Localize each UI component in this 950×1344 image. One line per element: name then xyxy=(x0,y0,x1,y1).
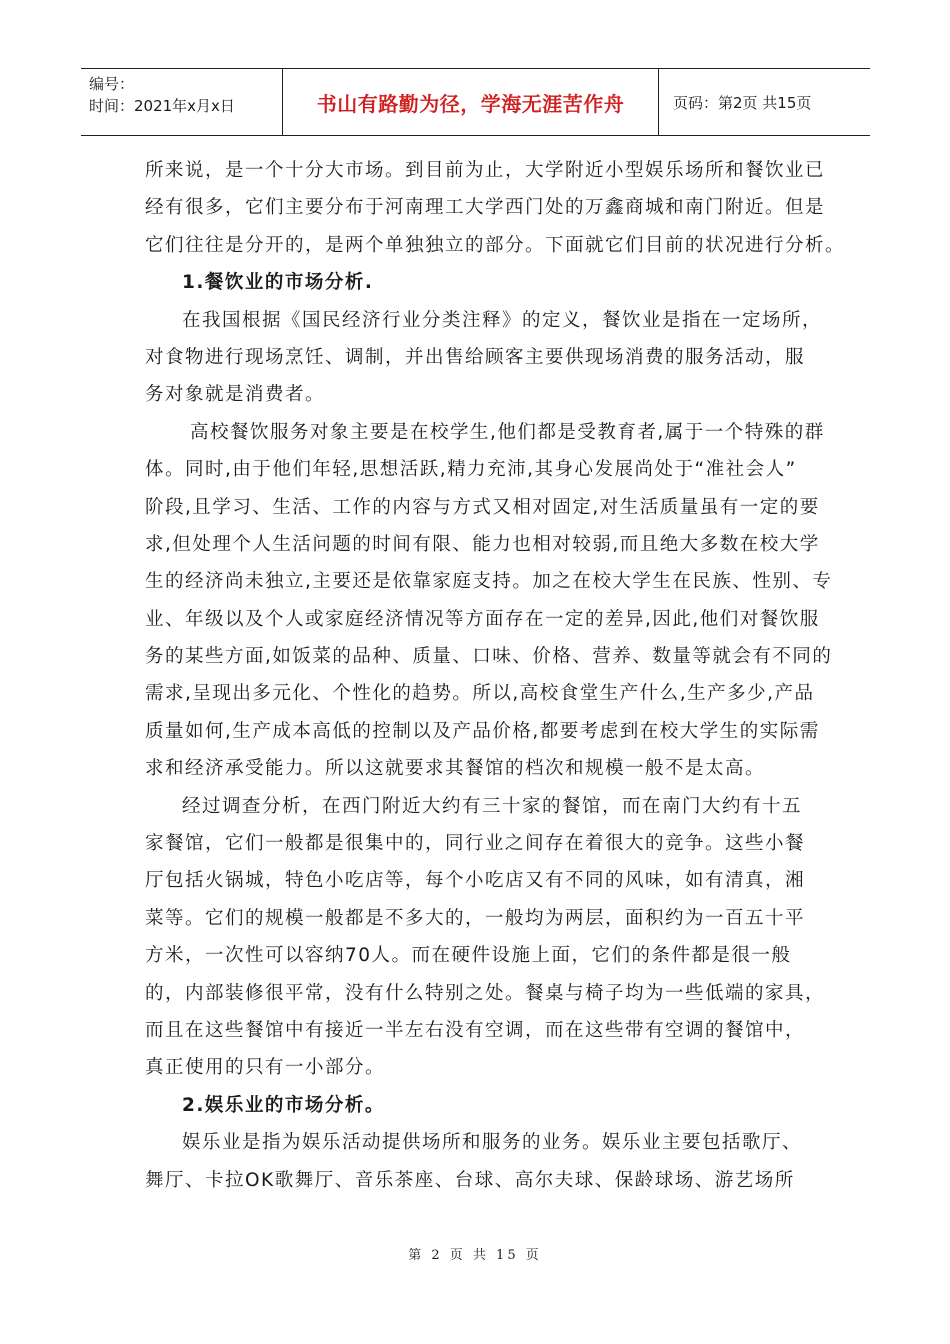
body-line: 需求,呈现出多元化、个性化的趋势。所以,高校食堂生产什么,生产多少,产品 xyxy=(145,683,815,705)
body-line: 厅包括火锅城，特色小吃店等，每个小吃店又有不同的风味，如有清真，湘 xyxy=(145,870,806,892)
body-line: 的，内部装修很平常，没有什么特别之处。餐桌与椅子均为一些低端的家具， xyxy=(145,982,826,1004)
document-body xyxy=(145,152,846,1199)
body-line: 而且在这些餐馆中有接近一半左右没有空调，而在这些带有空调的餐馆中， xyxy=(145,1019,806,1041)
header-motto: 书山有路勤为径，学海无涯苦作舟 xyxy=(283,69,659,135)
body-line: 它们往往是分开的，是两个单独独立的部分。下面就它们目前的状况进行分析。 xyxy=(145,234,846,256)
body-line: 质量如何,生产成本高低的控制以及产品价格,都要考虑到在校大学生的实际需 xyxy=(145,720,820,742)
body-line: 务的某些方面,如饭菜的品种、质量、口味、价格、营养、数量等就会有不同的 xyxy=(145,646,833,668)
body-line: 所来说，是一个十分大市场。到目前为止，大学附近小型娱乐场所和餐饮业已 xyxy=(145,160,826,181)
body-line: 体。同时,由于他们年轻,思想活跃,精力充沛,其身心发展尚处于“准社会人” xyxy=(145,459,797,481)
section-heading-catering: 1.餐饮业的市场分析. xyxy=(182,272,374,294)
page-header xyxy=(81,68,870,136)
body-line: 生的经济尚未独立,主要还是依靠家庭支持。加之在校大学生在民族、性别、专 xyxy=(145,571,833,593)
body-line: 舞厅、卡拉OK歌舞厅、音乐茶座、台球、高尔夫球、保龄球场、游艺场所 xyxy=(145,1169,795,1191)
body-line: 家餐馆，它们一般都是很集中的，同行业之间存在着很大的竞争。这些小餐 xyxy=(145,833,806,855)
header-meta xyxy=(81,69,283,135)
body-line: 菜等。它们的规模一般都是不多大的，一般均为两层，面积约为一百五十平 xyxy=(145,907,806,929)
section-heading-entertainment: 2.娱乐业的市场分析。 xyxy=(182,1094,385,1116)
page-footer: 第 2 页 共 15 页 xyxy=(408,1248,542,1263)
body-line: 真正使用的只有一小部分。 xyxy=(145,1057,386,1079)
body-line: 经过调查分析，在西门附近大约有三十家的餐馆，而在南门大约有十五 xyxy=(182,795,803,817)
body-line: 高校餐饮服务对象主要是在校学生,他们都是受教育者,属于一个特殊的群 xyxy=(190,421,825,443)
body-line: 在我国根据《国民经济行业分类注释》的定义，餐饮业是指在一定场所， xyxy=(182,309,823,331)
body-line: 经有很多，它们主要分布于河南理工大学西门处的万鑫商城和南门附近。但是 xyxy=(145,197,826,219)
body-line: 求和经济承受能力。所以这就要求其餐馆的档次和规模一般不是太高。 xyxy=(145,758,766,780)
body-line: 求,但处理个人生活问题的时间有限、能力也相对较弱,而且绝大多数在校大学 xyxy=(145,533,820,555)
body-line: 方米，一次性可以容纳70人。而在硬件设施上面，它们的条件都是很一般 xyxy=(145,945,792,967)
document-date-label: 时间：2021年x月x日 xyxy=(89,97,235,115)
document-number-label: 编号： xyxy=(89,75,135,93)
body-line: 阶段,且学习、生活、工作的内容与方式又相对固定,对生活质量虽有一定的要 xyxy=(145,496,820,518)
body-line: 业、年级以及个人或家庭经济情况等方面存在一定的差异,因此,他们对餐饮服 xyxy=(145,608,820,630)
header-page-info: 页码：第2页 共15页 xyxy=(673,93,812,112)
body-line: 务对象就是消费者。 xyxy=(145,384,326,406)
body-line: 对食物进行现场烹饪、调制，并出售给顾客主要供现场消费的服务活动，服 xyxy=(145,346,806,368)
body-line: 娱乐业是指为娱乐活动提供场所和服务的业务。娱乐业主要包括歌厅、 xyxy=(182,1132,803,1154)
